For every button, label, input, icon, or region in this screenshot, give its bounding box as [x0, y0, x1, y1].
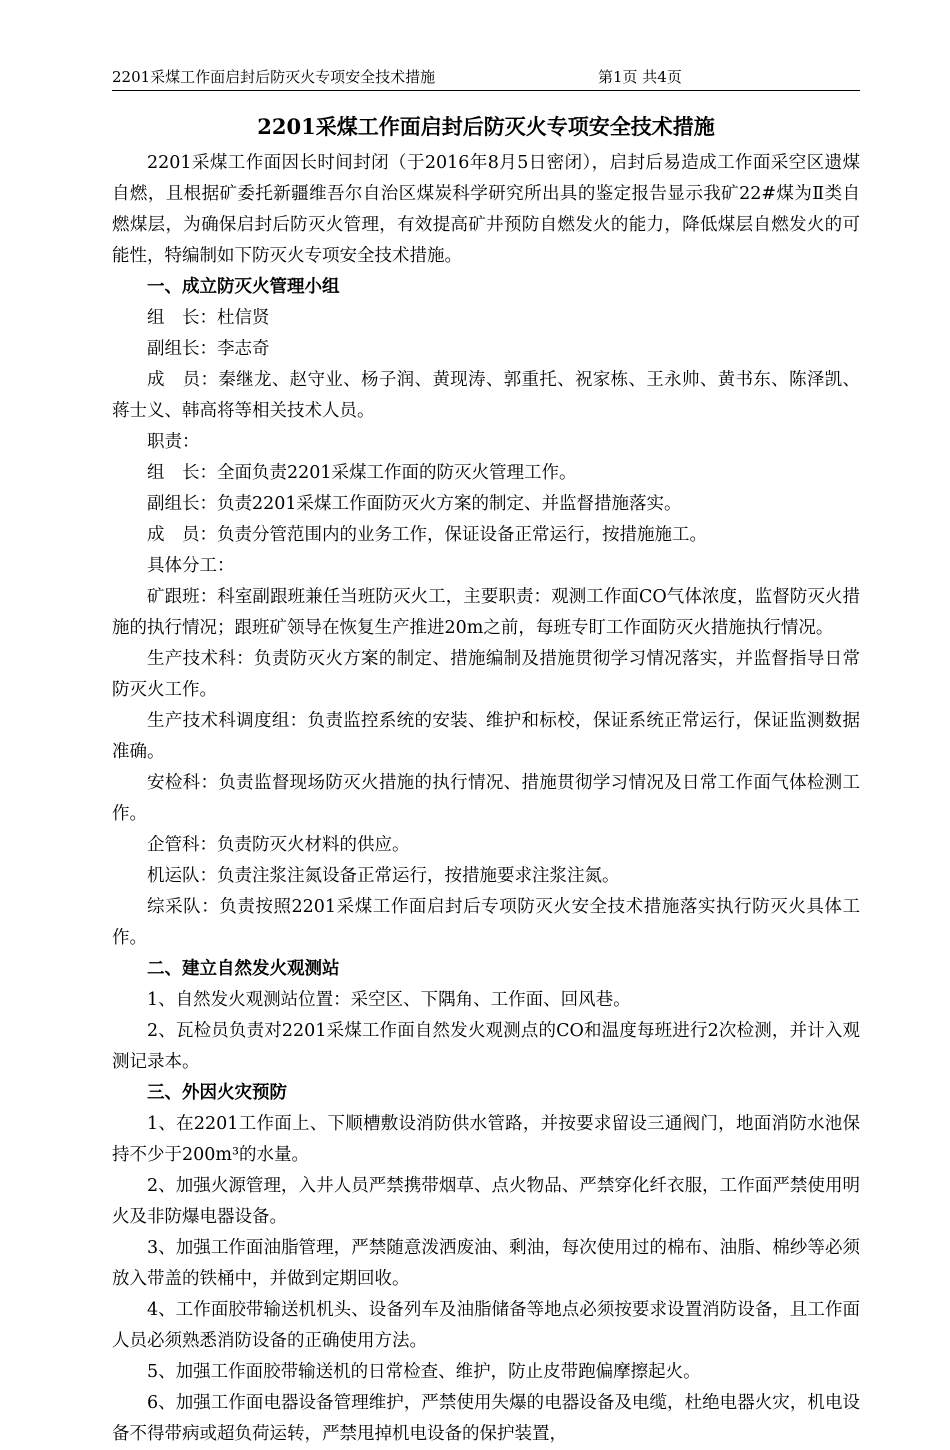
paragraph: 机运队：负责注浆注氮设备正常运行，按措施要求注浆注氮。	[147, 866, 620, 886]
paragraph: 组 长：杜信贤	[147, 308, 270, 328]
paragraph: 安检科：负责监督现场防灭火措施的执行情况、措施贯彻学习情况及日常工作面气体检测工作。	[112, 773, 860, 824]
paragraph: 3、加强工作面油脂管理，严禁随意泼洒废油、剩油，每次使用过的棉布、油脂、棉纱等必须放入带盖的铁桶中，并做到定期回收。	[112, 1238, 860, 1289]
paragraph: 1、在2201工作面上、下顺槽敷设消防供水管路，并按要求留设三通阀门，地面消防水池保持不少于200m³的水量。	[112, 1114, 860, 1165]
paragraph: 综采队：负责按照2201采煤工作面启封后专项防灭火安全技术措施落实执行防灭火具体工作。	[112, 897, 860, 948]
paragraph: 矿跟班：科室副跟班兼任当班防灭火工，主要职责：观测工作面CO气体浓度，监督防灭火措施的执行情况；跟班矿领导在恢复生产推进20m之前，每班专盯工作面防灭火措施执行情况。	[112, 587, 860, 638]
paragraph: 成 员：秦继龙、赵守业、杨子润、黄现涛、郭重托、祝家栋、王永帅、黄书东、陈泽凯、蒋士义、韩高将等相关技术人员。	[112, 370, 860, 421]
section-heading: 一、成立防灭火管理小组	[147, 277, 340, 297]
section-heading: 二、建立自然发火观测站	[147, 959, 340, 979]
paragraph: 4、工作面胶带输送机机头、设备列车及油脂储备等地点必须按要求设置消防设备，且工作面人员必须熟悉消防设备的正确使用方法。	[112, 1300, 860, 1351]
paragraph: 副组长：负责2201采煤工作面防灭火方案的制定、并监督措施落实。	[147, 494, 682, 514]
page-header	[112, 66, 860, 91]
document-body	[112, 108, 860, 1450]
section-heading: 三、外因火灾预防	[147, 1083, 287, 1103]
header-document-title: 2201采煤工作面启封后防灭火专项安全技术措施	[112, 68, 436, 86]
paragraph: 生产技术科：负责防灭火方案的制定、措施编制及措施贯彻学习情况落实，并监督指导日常防灭火工作。	[112, 649, 860, 700]
header-page-number: 第1页 共4页	[598, 68, 682, 86]
paragraph: 5、加强工作面胶带输送机的日常检查、维护，防止皮带跑偏摩擦起火。	[147, 1362, 701, 1382]
paragraph: 6、加强工作面电器设备管理维护，严禁使用失爆的电器设备及电缆，杜绝电器火灾，机电设备不得带病或超负荷运转，严禁甩掉机电设备的保护装置，	[112, 1393, 860, 1444]
paragraph: 2、加强火源管理，入井人员严禁携带烟草、点火物品、严禁穿化纤衣服，工作面严禁使用明火及非防爆电器设备。	[112, 1176, 860, 1227]
paragraph: 职责：	[147, 432, 200, 452]
paragraph: 1、自然发火观测站位置：采空区、下隅角、工作面、回风巷。	[147, 990, 631, 1010]
paragraph: 企管科：负责防灭火材料的供应。	[147, 835, 410, 855]
document-title: 2201采煤工作面启封后防灭火专项安全技术措施	[257, 114, 715, 139]
paragraph: 组 长：全面负责2201采煤工作面的防灭火管理工作。	[147, 463, 577, 483]
paragraph: 成 员：负责分管范围内的业务工作，保证设备正常运行，按措施施工。	[147, 525, 707, 545]
paragraph: 副组长：李志奇	[147, 339, 270, 359]
paragraph: 具体分工：	[147, 556, 235, 576]
paragraph: 2201采煤工作面因长时间封闭（于2016年8月5日密闭），启封后易造成工作面采空区遗煤自燃，且根据矿委托新疆维吾尔自治区煤炭科学研究所出具的鉴定报告显示我矿22#煤为Ⅱ类自燃煤层，为确保启封后防灭火管理，有效提高矿井预防自燃发火的能力，降低煤层自燃发火的可能性，特编制如下防灭火专项安全技术措施。	[112, 153, 860, 266]
paragraph: 2、瓦检员负责对2201采煤工作面自然发火观测点的CO和温度每班进行2次检测，并计入观测记录本。	[112, 1021, 860, 1072]
paragraph: 生产技术科调度组：负责监控系统的安装、维护和标校，保证系统正常运行，保证监测数据准确。	[112, 711, 860, 762]
paragraph-list	[112, 148, 860, 1450]
